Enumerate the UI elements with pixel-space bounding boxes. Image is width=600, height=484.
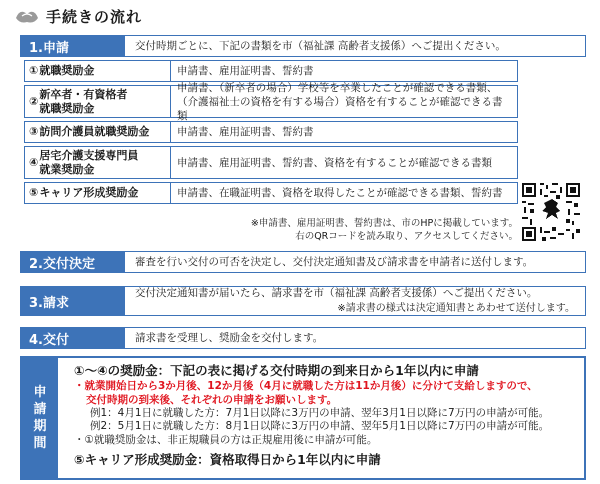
grant-1-docs: 申請書、雇用証明書、誓約書 <box>177 65 314 77</box>
period-label-char-4: 間 <box>33 436 47 451</box>
grant-3-docs: 申請書、雇用証明書、誓約書 <box>177 126 314 138</box>
grant-2-num: ② <box>29 94 39 108</box>
period-label-char-3: 期 <box>33 419 47 434</box>
step-3 <box>20 286 586 316</box>
period-red-line-1: ・就業開始日から3か月後、12か月後（4月に就職した方は11か月後）に分けて支給しますので、 <box>74 380 538 392</box>
grant-2-name-line2: 就職奨励金 <box>39 101 95 115</box>
step-2-desc: 審査を行い交付の可否を決定し、交付決定通知書及び請求書を申請者に送付します。 <box>135 255 534 268</box>
step-4-desc: 請求書を受理し、奨励金を交付します。 <box>135 331 324 344</box>
step-1-label: 1.申請 <box>21 36 125 56</box>
qr-code-icon[interactable] <box>522 183 580 241</box>
grant-1-name: 就職奨励金 <box>39 64 95 77</box>
step-3-label: 3.請求 <box>21 287 125 315</box>
grant-2-name-line1: 新卒者・有資格者 <box>39 87 128 101</box>
grant-row-1 <box>24 60 518 82</box>
footnote <box>200 217 518 243</box>
grant-row-3 <box>24 121 518 143</box>
hands-icon <box>14 6 40 26</box>
section-header <box>14 4 142 28</box>
period-example-2: 例2：5月1日に就職した方：8月1日以降に3万円の申請、翌年5月1日以降に7万円の申請が可能。 <box>90 420 550 432</box>
step-4-label: 4.交付 <box>21 328 125 348</box>
grant-4-name-line2: 就業奨励金 <box>39 162 95 176</box>
page-title: 手続きの流れ <box>46 7 143 26</box>
period-label-char-2: 請 <box>33 402 47 417</box>
grant-3-name: 訪問介護員就職奨励金 <box>39 125 150 138</box>
step-3-desc: 交付決定通知書が届いたら、請求書を市（福祉課 高齢者支援係）へご提出ください。 <box>135 287 538 299</box>
grant-4-name-line1: 居宅介護支援専門員 <box>39 148 139 162</box>
grant-row-5 <box>24 182 518 204</box>
grant-table <box>24 60 518 207</box>
grant-row-4 <box>24 146 518 179</box>
step-3-note: ※請求書の様式は決定通知書とあわせて送付します。 <box>337 303 575 314</box>
step-4 <box>20 327 586 349</box>
step-2 <box>20 251 586 273</box>
period-note: ・①就職奨励金は、非正規職員の方は正規雇用後に申請が可能。 <box>74 434 378 446</box>
grant-row-2 <box>24 81 518 122</box>
period-red-line-2: 交付時期の到来後、それぞれの申請をお願いします。 <box>86 394 338 406</box>
grant-4-num: ④ <box>29 155 39 169</box>
grant-2-docs-line2: （介護福祉士の資格を有する場合）資格を有することが確認できる書類 <box>177 95 503 122</box>
footnote-line2: 右のQRコードを読み取り、アクセスしてください。 <box>295 231 518 242</box>
step-1 <box>20 35 586 57</box>
grant-4-docs: 申請書、雇用証明書、誓約書、資格を有することが確認できる書類 <box>177 156 492 169</box>
application-period-box <box>20 356 586 480</box>
grant-5-num: ⑤ <box>29 186 39 199</box>
grant-3-num: ③ <box>29 125 39 138</box>
grant-5-docs: 申請書、在職証明書、資格を取得したことが確認できる書類、誓約書 <box>177 187 503 199</box>
application-period-label <box>22 358 58 478</box>
grant-5-name: キャリア形成奨励金 <box>39 186 139 199</box>
period-label-char-1: 申 <box>33 385 47 400</box>
footnote-line1: ※申請書、雇用証明書、誓約書は、市のHPに掲載しています。 <box>250 218 518 229</box>
grant-1-num: ① <box>29 64 39 77</box>
period-head-1: ①～④の奨励金：下記の表に掲げる交付時期の到来日から1年以内に申請 <box>74 363 479 378</box>
period-head-2: ⑤キャリア形成奨励金：資格取得日から1年以内に申請 <box>74 452 381 467</box>
step-1-desc: 交付時期ごとに、下記の書類を市（福祉課 高齢者支援係）へご提出ください。 <box>135 39 506 52</box>
grant-2-docs-line1: 申請書、（新卒者の場合）学校等を卒業したことが確認できる書類、 <box>177 81 498 94</box>
step-2-label: 2.交付決定 <box>21 252 125 272</box>
period-example-1: 例1：4月1日に就職した方：7月1日以降に3万円の申請、翌年3月1日以降に7万円の申請が可能。 <box>90 407 550 419</box>
